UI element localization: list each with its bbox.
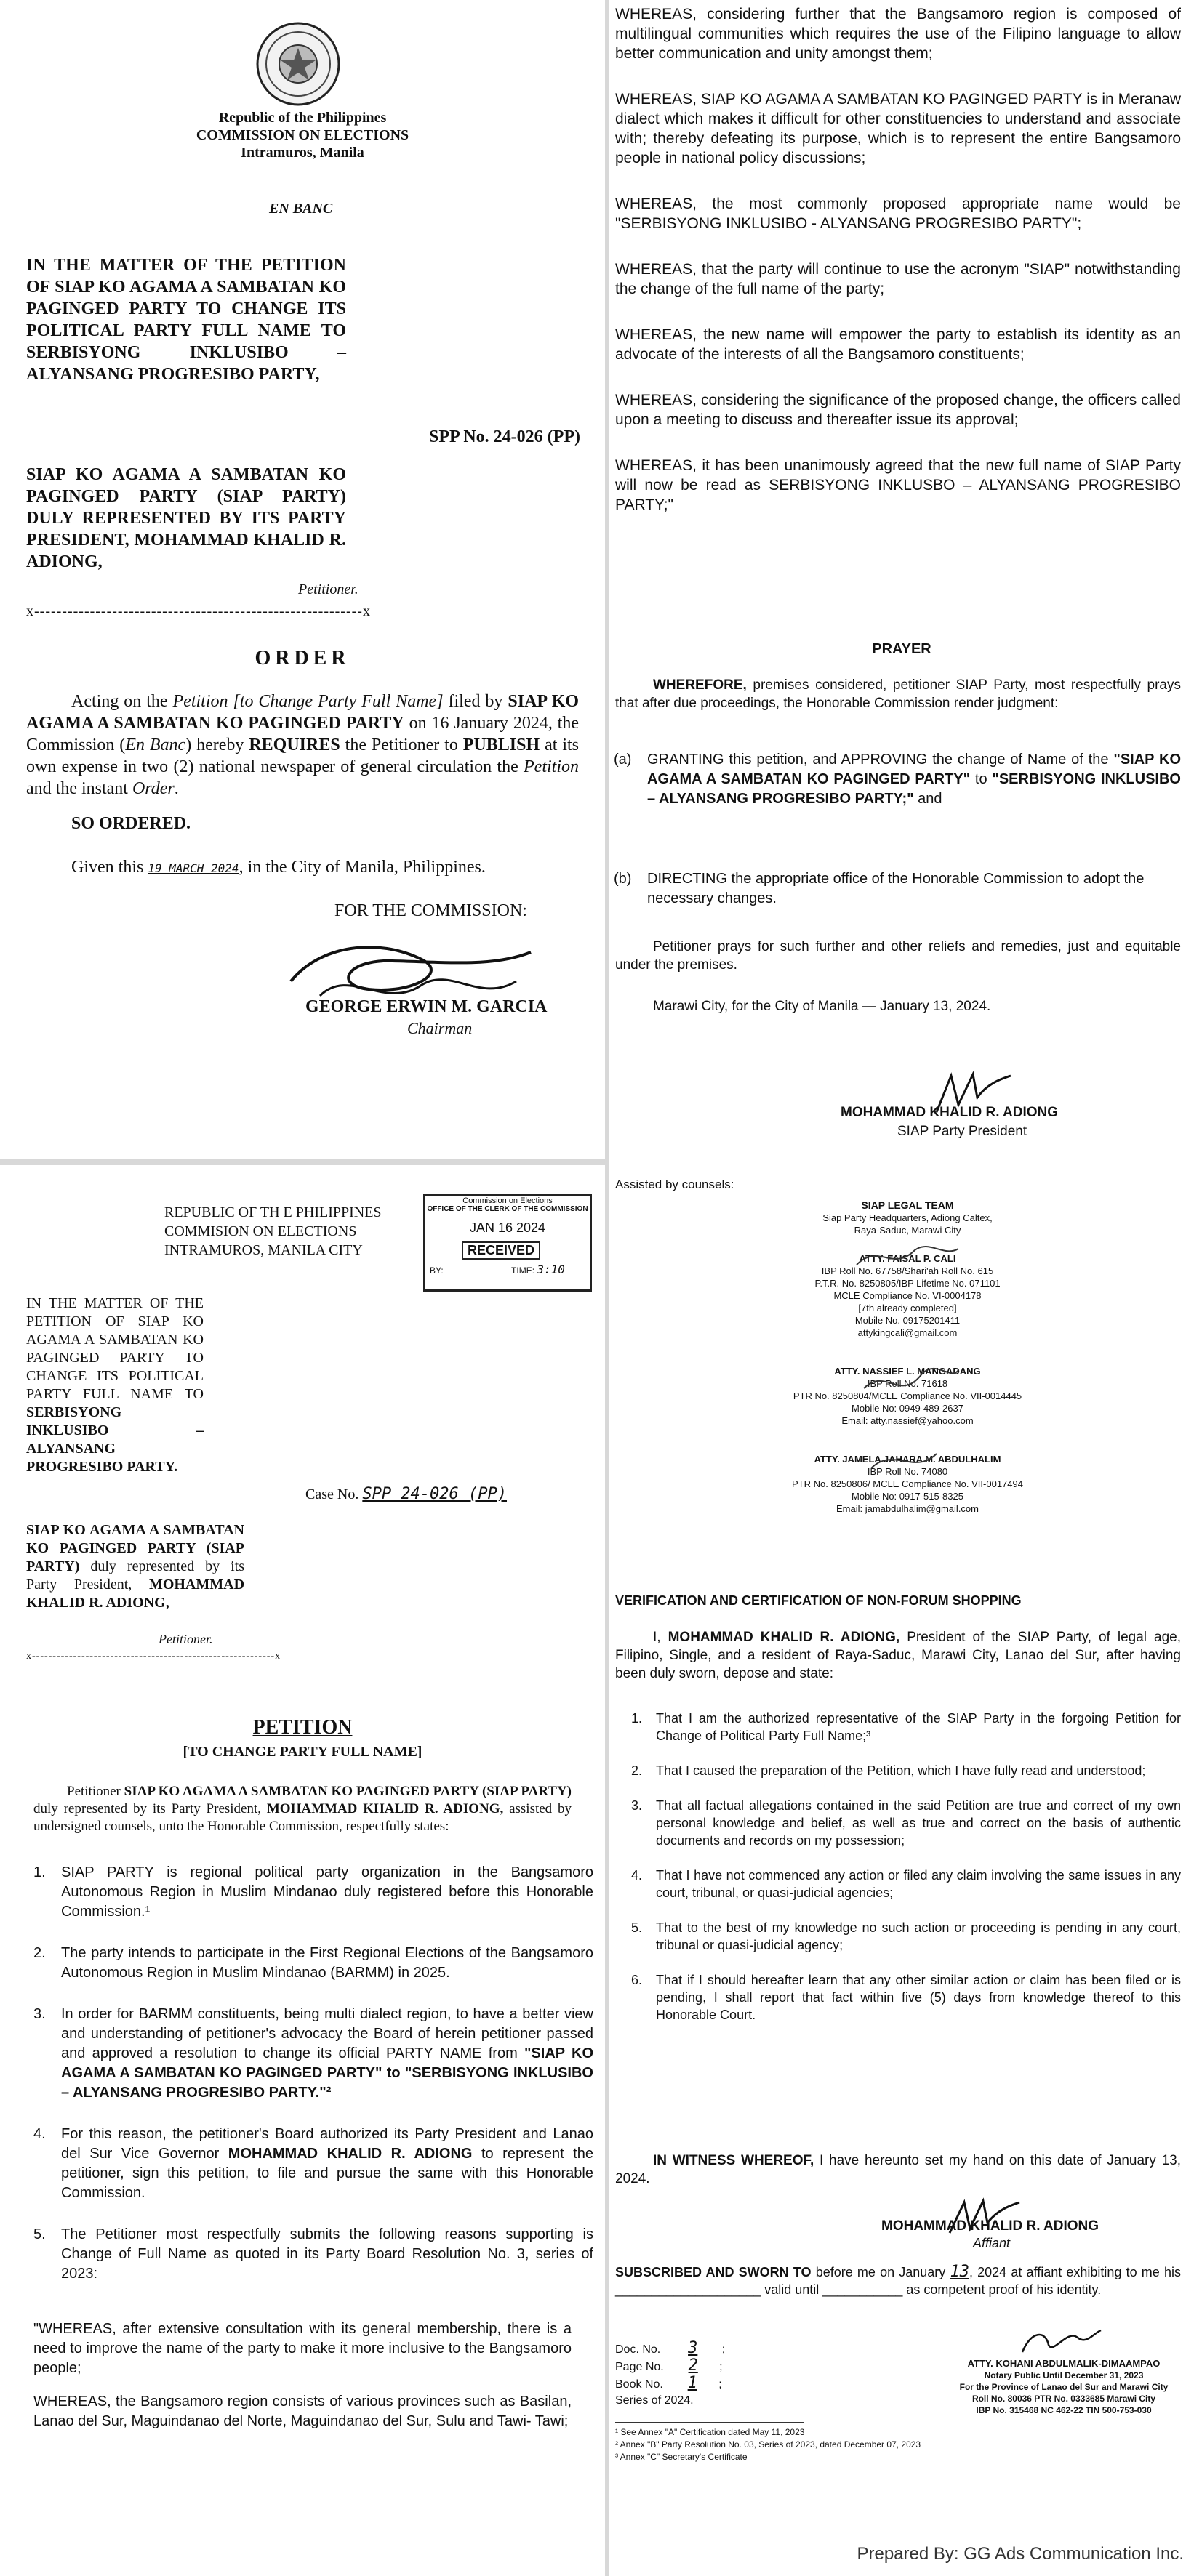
order-header-line2: COMMISSION ON ELECTIONS [196, 127, 409, 143]
notary-block: ATTY. KOHANI ABDULMALIK-DIMAAMPAO Notary Public Until December 31, 2023 For the Province of Lanao del Sur and Marawi City Roll No. 80036 PTR No. 0333685 Marawi City IBP No. 315468 NC 462-22 TIN 500-753-030 [959, 2358, 1169, 2415]
order-petitioner: Petitioner. [298, 581, 358, 597]
affiant-label: Affiant [973, 2236, 1011, 2250]
for-the-commission: FOR THE COMMISSION: [334, 901, 527, 920]
notary-signature-icon [1017, 2323, 1104, 2359]
list-item: 2. The party intends to participate in the First Regional Elections of the Bangsamoro Autonomous Region in Muslim Mindanao (BARMM) in 2025. [33, 1945, 593, 1981]
received-stamp: Commission on Elections OFFICE OF THE CLERK OF THE COMMISSION JAN 16 2024 RECEIVED BY: TIME: 3:10 [423, 1194, 592, 1292]
verification-intro: I, MOHAMMAD KHALID R. ADIONG, President of the SIAP Party, of legal age, Filipino, Single, and a resident of Raya-Saduc, Marawi City, Lanao del Sur, after having been duly sworn, depose and state: [615, 1630, 1182, 1681]
order-page [0, 0, 605, 1159]
order-party: SIAP KO AGAMA A SAMBATAN KO PAGINGED PARTY (SIAP PARTY) DULY REPRESENTED BY ITS PARTY PRESIDENT, MOHAMMAD KHALID R. ADIONG, [26, 465, 346, 571]
prayer-title: PRAYER [872, 641, 931, 657]
prayer-a: (a) GRANTING this petition, and APPROVING the change of Name of the "SIAP KO AGAMA A SAMBATAN KO PAGINGED PARTY" to "SERBISYONG INKLUSIBO – ALYANSANG PROGRESIBO PARTY;" and [614, 752, 1182, 807]
order-separator: x-----------------------------------------------------------x [26, 603, 371, 619]
notarial-register: Doc. No. 3 ; Page No. 2 ; Book No. 1 ; Series of 2024. [615, 2339, 726, 2407]
chairman-title: Chairman [407, 1019, 473, 1037]
prayer-body: WHEREFORE, premises considered, petitioner SIAP Party, most respectfully prays that after due proceedings, the Honorable Commission render judgment: [615, 677, 1181, 711]
petition-petitioner: Petitioner. [159, 1632, 213, 1646]
list-item: 1. That I am the authorized representative of the SIAP Party in the forgoing Petition for Change of Political Party Full Name;³ [631, 1711, 1181, 1743]
page-divider-horizontal [0, 1159, 605, 1165]
affiant-name: MOHAMMAD KHALID R. ADIONG [881, 2218, 1099, 2234]
petition-intro: Petitioner SIAP KO AGAMA A SAMBATAN KO PAGINGED PARTY (SIAP PARTY) duly represented by its Party President, MOHAMMAD KHALID R. ADIONG, assisted by undersigned counsels, unto the Honorable Commission, respectfully states: [33, 1784, 572, 1834]
footnotes: ¹ See Annex "A" Certification dated May 11, 2023 ² Annex "B" Party Resolution No. 03, Series of 2023, dated December 07, 2023 ³ Annex "C" Secretary's Certificate [615, 2427, 921, 2462]
petition-items [33, 1863, 593, 2306]
petition-header-line1: REPUBLIC OF TH E PHILIPPINES [164, 1204, 382, 1220]
petition-page [0, 1165, 605, 2576]
order-en-banc: EN BANC [269, 201, 333, 217]
chairman-name: GEORGE ERWIN M. GARCIA [305, 997, 548, 1016]
petition-header-line3: INTRAMUROS, MANILA CITY [164, 1242, 363, 1258]
president-title: SIAP Party President [897, 1124, 1027, 1139]
list-item: 3. In order for BARMM constituents, being multi dialect region, to have a better view and understanding of petitioner's advocacy the Board of herein petitioner passed and approved a resolution to change its official PARTY NAME from "SIAP KO AGAMA A SAMBATAN KO PAGINGED PARTY" to "SERBISYONG INKLUSIBO – ALYANSANG PROGRESIBO PARTY."² [33, 2006, 593, 2101]
president-name: MOHAMMAD KHALID R. ADIONG [841, 1105, 1059, 1120]
whereas-item: WHEREAS, considering the significance of the proposed change, the officers called upon a meeting to discuss and thereafter issue its approval; [615, 392, 1181, 428]
whereas-item: WHEREAS, it has been unanimously agreed that the new full name of SIAP Party will now be read as SERBISYONG INKLUSBO – ALYANSANG PROGRESIBO PARTY;" [615, 457, 1181, 513]
verification-title: VERIFICATION AND CERTIFICATION OF NON-FORUM SHOPPING [615, 1593, 1022, 1608]
petition-header-line2: COMMISION ON ELECTIONS [164, 1223, 357, 1239]
whereas-list [615, 4, 1181, 541]
list-item: 1. SIAP PARTY is regional political party organization in the Bangsamoro Autonomous Region in Muslim Mindanao duly registered before this Honorable Commission.¹ [33, 1864, 593, 1920]
right-column [609, 0, 1194, 2576]
list-item: 5. That to the best of my knowledge no such action or proceeding is pending in any court, tribunal or quasi-judicial agency; [631, 1920, 1181, 1952]
sworn-statement: SUBSCRIBED AND SWORN TO before me on January 13, 2024 at affiant exhibiting to me his ____________________ valid until ___________ as competent proof of his identity. [615, 2263, 1181, 2297]
whereas-item: WHEREAS, SIAP KO AGAMA A SAMBATAN KO PAGINGED PARTY is in Meranaw dialect which makes it difficult for other constituencies to understand and associate with; thereby defeating its purpose, which is to represent the entire Bangsamoro people in national policy discussions; [615, 91, 1181, 166]
whereas-item: WHEREAS, that the party will continue to use the acronym "SIAP" notwithstanding the change of the full name of the party; [615, 261, 1181, 297]
list-item: 3. That all factual allegations contained in the said Petition are true and correct of my own personal knowledge and belief, as well as true and correct on the basis of authentic documents and records on my possession; [631, 1798, 1181, 1848]
order-caption: IN THE MATTER OF THE PETITION OF SIAP KO AGAMA A SAMBATAN KO PAGINGED PARTY TO CHANGE ITS POLITICAL PARTY FULL NAME TO SERBISYONG INKLUSIBO – ALYANSANG PROGRESIBO PARTY, [26, 256, 346, 384]
verification-items [631, 1710, 1181, 2041]
counsel-signatures-icon [849, 1236, 966, 1476]
petition-whereas-2: WHEREAS, the Bangsamoro region consists of various provinces such as Basilan, Lanao del Sur, Maguindanao del Norte, Maguindanao del Sur, Sulu and Tawi- Tawi; [33, 2394, 572, 2429]
order-body: Acting on the Petition [to Change Party Full Name] filed by SIAP KO AGAMA A SAMBATAN KO PAGINGED PARTY on 16 January 2024, the Commission (En Banc) hereby REQUIRES the Petitioner to PUBLISH at its own expense in two (2) national newspaper of general circulation the Petition and the instant Order. [26, 692, 580, 798]
petition-caption: IN THE MATTER OF THE PETITION OF SIAP KO AGAMA A SAMBATAN KO PAGINGED PARTY TO CHANGE ITS POLITICAL PARTY FULL NAME TO SERBISYONG INKLUSIBO – ALYANSANG PROGRESIBO PARTY. [26, 1295, 204, 1475]
order-case-number: SPP No. 24-026 (PP) [429, 427, 580, 446]
prepared-by: Prepared By: GG Ads Communication Inc. [857, 2544, 1184, 2564]
list-item: 2. That I caused the preparation of the Petition, which I have fully read and understood; [631, 1763, 1146, 1778]
order-header-line3: Intramuros, Manila [241, 145, 364, 161]
place-date: Marawi City, for the City of Manila — January 13, 2024. [653, 999, 991, 1014]
whereas-item: WHEREAS, the new name will empower the party to establish its identity as an advocate of the interests of all the Bangsamoro constituents; [615, 326, 1181, 363]
petition-party: SIAP KO AGAMA A SAMBATAN KO PAGINGED PARTY (SIAP PARTY) duly represented by its Party President, MOHAMMAD KHALID R. ADIONG, [26, 1522, 245, 1611]
list-item: 5. The Petitioner most respectfully submits the following reasons supporting is Change of Full Name as quoted in its Party Board Resolution No. 3, series of 2023: [33, 2226, 593, 2282]
list-item: 4. That I have not commenced any action or filed any claim involving the same issues in any court, tribunal, or quasi-judicial agencies; [631, 1868, 1181, 1900]
whereas-item: WHEREAS, considering further that the Bangsamoro region is composed of multilingual communities which requires the use of the Filipino language to allow better communication and unity amongst them; [615, 6, 1181, 62]
list-item: 6. That if I should hereafter learn that any other similar action or claim has been filed or is pending, I shall report that fact within five (5) days from knowledge thereof to this Honorable Court. [631, 1973, 1181, 2022]
petition-title: PETITION [252, 1716, 353, 1739]
so-ordered: SO ORDERED. [71, 814, 191, 833]
further-reliefs: Petitioner prays for such further and other reliefs and remedies, just and equitable under the premises. [615, 939, 1181, 973]
legal-team-block: SIAP LEGAL TEAM Siap Party Headquarters, Adiong Caltex, Raya-Saduc, Marawi City ATTY. FAISAL P. CALI IBP Roll No. 67758/Shari'ah Roll No. 615 P.T.R. No. 8250805/IBP Lifetime No. 071101 MCLE Compliance No. VI-0004178 [7th already completed] Mobile No. 09175201411 attykingcali@gmail.com ATTY. NASSIEF L. MANGADANG IBP Roll No. 71618 PTR No. 8250804/MCLE Compliance No. VII-0014445 Mobile No: 0949-489-2637 Email: atty.nassief@yahoo.com ATTY. JAMELA JAHARA M. ABDULHALIM IBP Roll No. 74080 PTR No. 8250806/ MCLE Compliance No. VII-0017494 Mobile No: 0917-515-8325 Email: jamabdulhalim@gmail.com [792, 1199, 1023, 1514]
petition-case-line: Case No. SPP 24-026 (PP) [305, 1485, 508, 1503]
petition-subtitle: [TO CHANGE PARTY FULL NAME] [183, 1744, 422, 1760]
order-given-line: Given this 19 MARCH 2024, in the City of Manila, Philippines. [71, 858, 486, 877]
prayer-b: (b) DIRECTING the appropriate office of the Honorable Commission to adopt the necessary changes. [614, 871, 1145, 906]
assisted-by: Assisted by counsels: [615, 1178, 734, 1191]
order-header-line1: Republic of the Philippines [218, 110, 387, 126]
order-title: ORDER [255, 647, 350, 669]
comelec-seal-icon [255, 20, 342, 108]
whereas-item: WHEREAS, the most commonly proposed appropriate name would be "SERBISYONG INKLUSIBO - ALYANSANG PROGRESIBO PARTY"; [615, 196, 1181, 232]
witness-line: IN WITNESS WHEREOF, I have hereunto set my hand on this date of January 13, 2024. [615, 2153, 1181, 2186]
list-item: 4. For this reason, the petitioner's Board authorized its Party President and Lanao del Sur Vice Governor MOHAMMAD KHALID R. ADIONG to represent the petitioner, sign this petition, to file and pursue the same with this Honorable Commission. [33, 2126, 593, 2201]
footnote-rule [615, 2422, 804, 2423]
petition-whereas-1: "WHEREAS, after extensive consultation with its general membership, there is a need to improve the name of the party to make it more inclusive to the Bangsamoro people; [33, 2321, 572, 2376]
petition-separator: x-----------------------------------------------------------x [26, 1651, 281, 1662]
